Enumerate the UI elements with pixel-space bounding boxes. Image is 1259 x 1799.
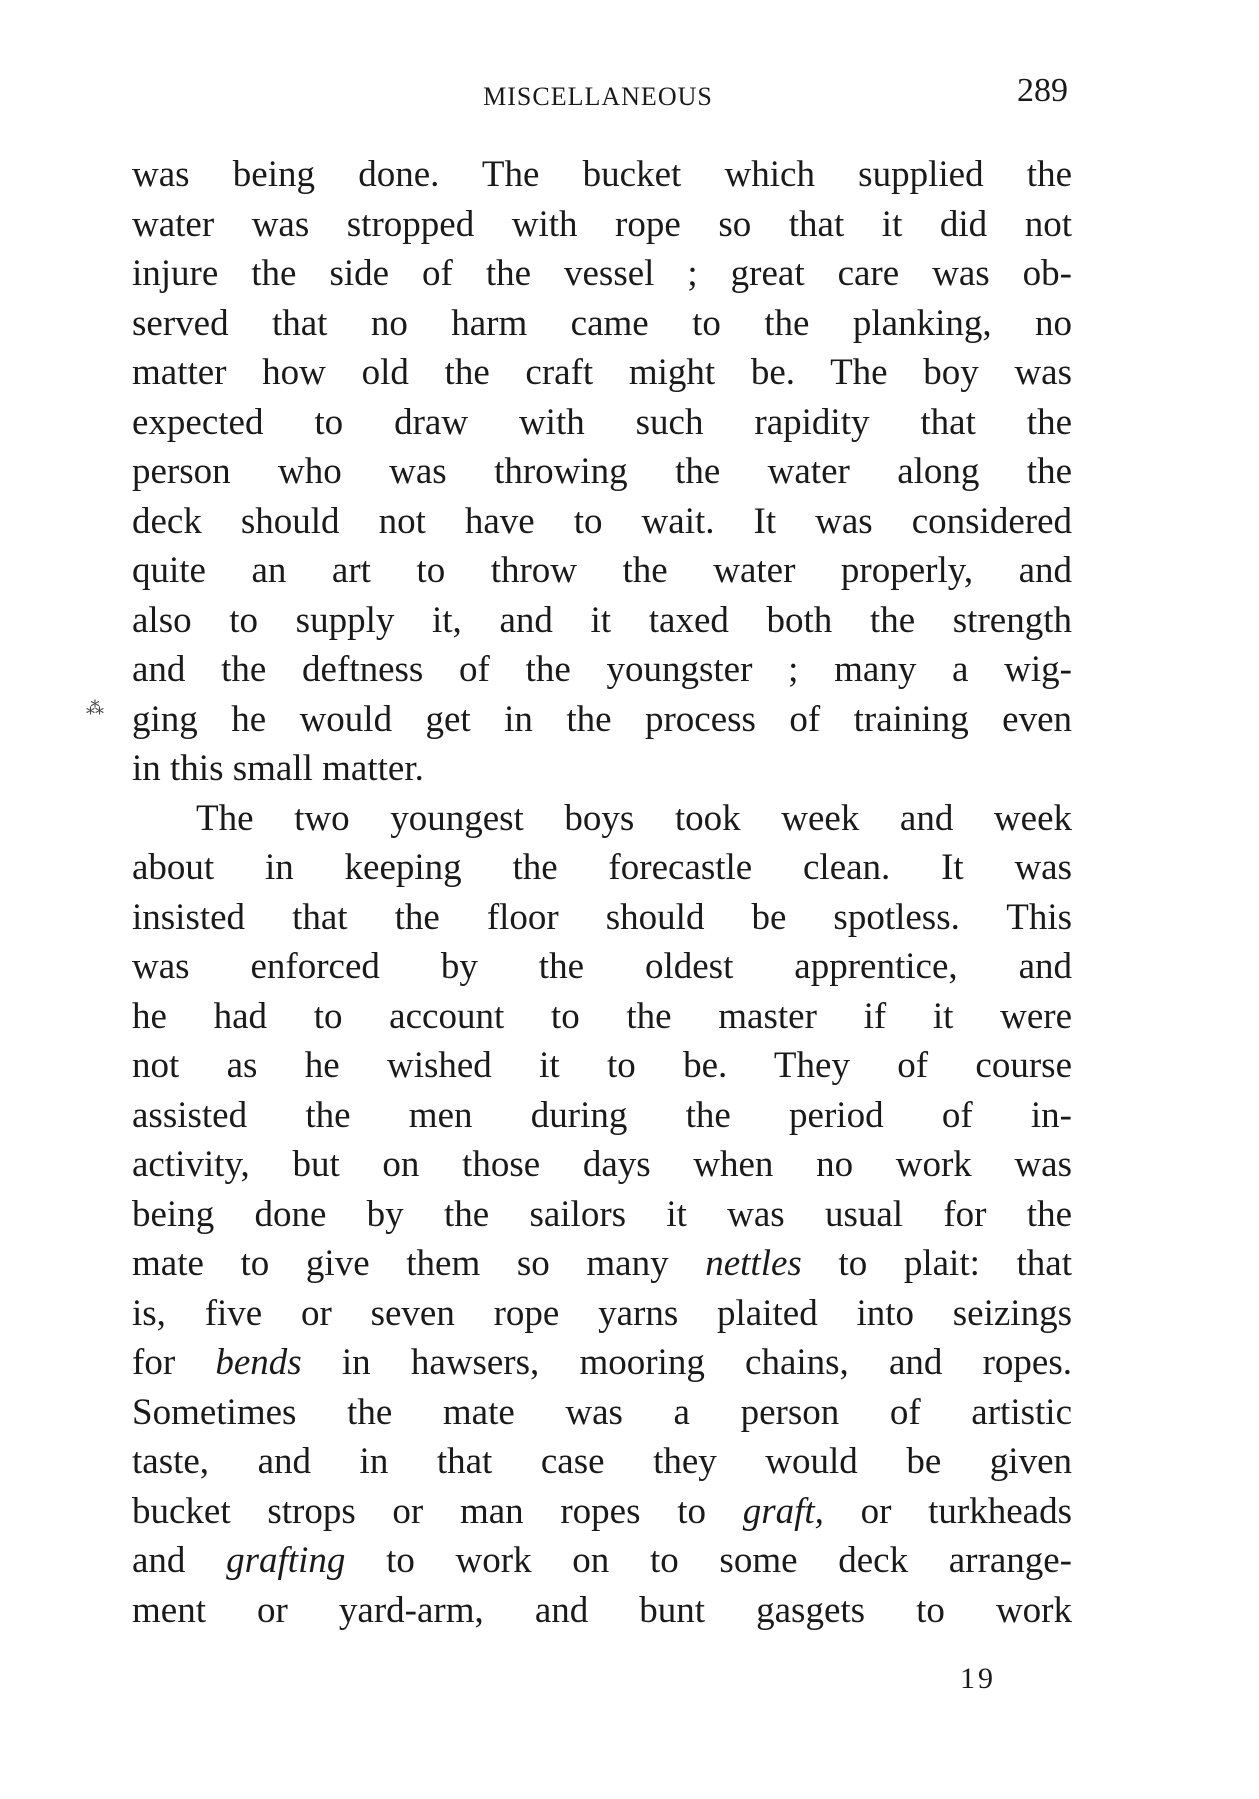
text-line: expected to draw with such rapidity that the bbox=[132, 401, 1072, 443]
text-line: Sometimes the mate was a person of artistic bbox=[132, 1391, 1072, 1433]
italic-term: graft, bbox=[742, 1490, 824, 1532]
italic-term: nettles bbox=[705, 1243, 802, 1284]
text-segment: in hawsers, mooring chains, and ropes. bbox=[301, 1342, 1072, 1383]
text-line: in this small matter. bbox=[132, 748, 424, 789]
text-segment: and bbox=[132, 1540, 227, 1581]
text-line bbox=[132, 1239, 1072, 1289]
text-line: person who was throwing the water along the bbox=[132, 451, 1072, 492]
text-line: matter how old the craft might be. The boy was bbox=[132, 352, 1072, 393]
signature-mark: 19 bbox=[960, 1662, 996, 1695]
text-segment: or turkheads bbox=[823, 1490, 1072, 1532]
text-segment: bucket strops or man ropes to bbox=[132, 1490, 743, 1532]
text-segment: to plait: that bbox=[801, 1243, 1072, 1284]
text-line: he had to account to the master if it were bbox=[132, 995, 1072, 1037]
text-line: ment or yard-arm, and bunt gasgets to work bbox=[132, 1589, 1072, 1631]
page-number: 289 bbox=[1017, 72, 1068, 109]
text-line: was being done. The bucket which supplied the bbox=[132, 154, 1072, 195]
text-line: The two youngest boys took week and week bbox=[196, 797, 1072, 839]
text-line: is, five or seven rope yarns plaited into seizings bbox=[132, 1292, 1072, 1334]
text-line: injure the side of the vessel ; great care was ob- bbox=[132, 253, 1072, 294]
text-line bbox=[132, 1487, 1072, 1537]
text-line: taste, and in that case they would be given bbox=[132, 1441, 1072, 1482]
text-line: being done by the sailors it was usual for the bbox=[132, 1193, 1072, 1235]
text-segment: mate to give them so many bbox=[132, 1243, 706, 1284]
text-line: quite an art to throw the water properly, and bbox=[132, 550, 1072, 591]
text-line: water was stropped with rope so that it did not bbox=[132, 203, 1072, 245]
text-segment: for bbox=[132, 1342, 216, 1383]
text-line: also to supply it, and it taxed both the strength bbox=[132, 599, 1072, 641]
running-header bbox=[128, 72, 1068, 118]
text-segment: to work on to some deck arrange- bbox=[345, 1540, 1072, 1581]
italic-term: grafting bbox=[226, 1540, 346, 1581]
body-text bbox=[132, 150, 1072, 1635]
text-line bbox=[132, 1536, 1072, 1586]
text-line: assisted the men during the period of in- bbox=[132, 1094, 1072, 1136]
text-line: activity, but on those days when no work was bbox=[132, 1144, 1072, 1185]
text-line: about in keeping the forecastle clean. It was bbox=[132, 847, 1072, 888]
text-line: ging he would get in the process of training even bbox=[132, 698, 1072, 740]
text-line bbox=[132, 1338, 1072, 1388]
text-line: and the deftness of the youngster ; many a wig- bbox=[132, 649, 1072, 690]
text-line: deck should not have to wait. It was considered bbox=[132, 500, 1072, 542]
text-line: insisted that the floor should be spotless. This bbox=[132, 896, 1072, 938]
stray-ink-mark: ⁂ bbox=[86, 698, 104, 718]
italic-term: bends bbox=[215, 1342, 302, 1383]
running-title: MISCELLANEOUS bbox=[483, 82, 713, 111]
text-line: served that no harm came to the planking, no bbox=[132, 302, 1072, 344]
text-line: not as he wished it to be. They of course bbox=[132, 1045, 1072, 1086]
text-line: was enforced by the oldest apprentice, and bbox=[132, 946, 1072, 987]
